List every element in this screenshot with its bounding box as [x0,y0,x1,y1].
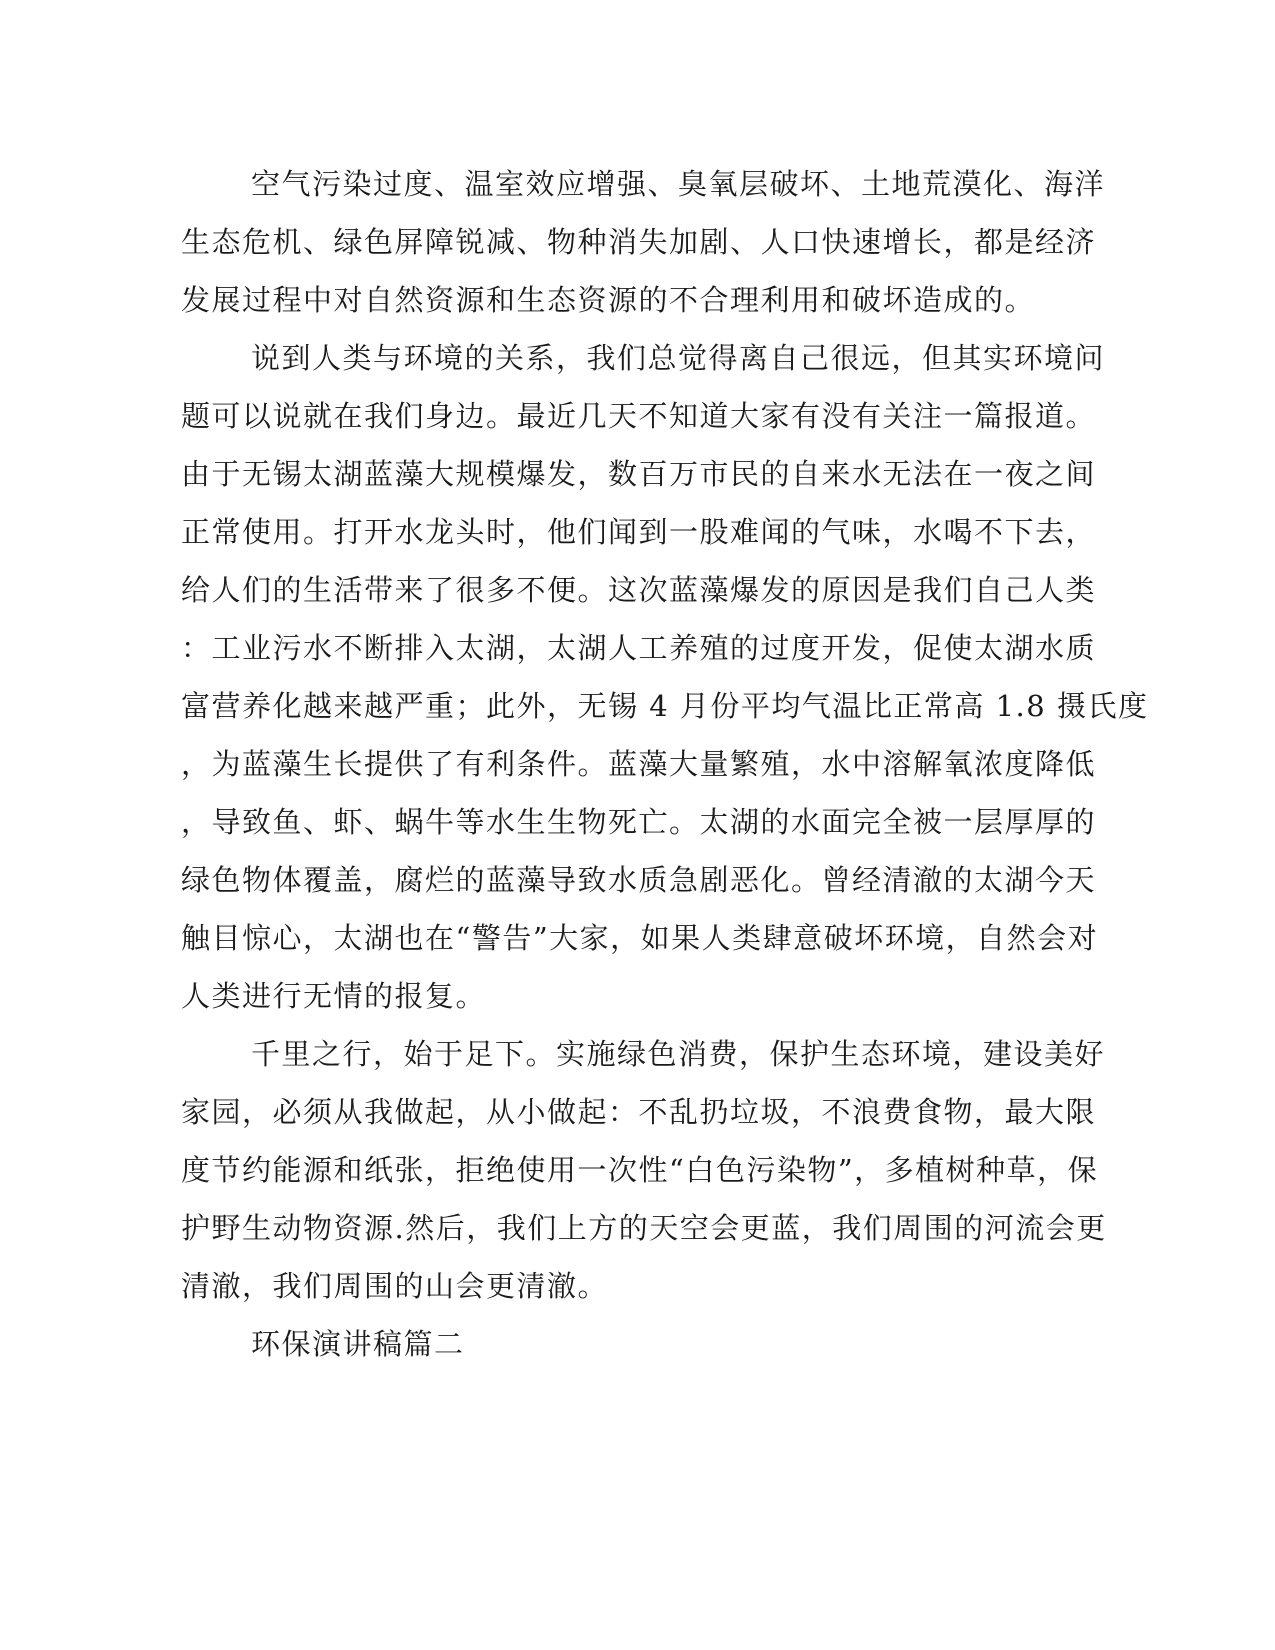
text-line: 人类进行无情的报复。 [181,979,487,1013]
section-heading [181,1315,1031,1373]
text-line: 空气污染过度、温室效应增强、臭氧层破坏、土地荒漠化、海洋 [251,167,1106,201]
heading-text: 环保演讲稿篇二 [251,1327,465,1361]
text-line: 家园，必须从我做起，从小做起：不乱扔垃圾，不浪费食物，最大限 [181,1095,1097,1129]
text-line: 题可以说就在我们身边。最近几天不知道大家有没有关注一篇报道。 [181,399,1097,433]
text-line: ，为蓝藻生长提供了有利条件。蓝藻大量繁殖，水中溶解氧浓度降低 [181,747,1097,781]
text-line: ，导致鱼、虾、蜗牛等水生生物死亡。太湖的水面完全被一层厚厚的 [181,805,1097,839]
text-line: 正常使用。打开水龙头时，他们闻到一股难闻的气味，水喝不下去， [181,515,1097,549]
text-line: 绿色物体覆盖，腐烂的蓝藻导致水质急剧恶化。曾经清澈的太湖今天 [181,863,1097,897]
text-line: 护野生动物资源.然后，我们上方的天空会更蓝，我们周围的河流会更 [181,1211,1107,1245]
text-line: 由于无锡太湖蓝藻大规模爆发，数百万市民的自来水无法在一夜之间 [181,457,1097,491]
text-line: 生态危机、绿色屏障锐减、物种消失加剧、人口快速增长，都是经济 [181,225,1097,259]
paragraph-3 [181,1025,1107,1315]
paragraph-2 [181,329,1149,1025]
paragraph-1 [181,155,1106,329]
text-line: 触目惊心，太湖也在“警告”大家，如果人类肆意破坏环境，自然会对 [181,921,1099,955]
text-line: ：工业污水不断排入太湖，太湖人工养殖的过度开发，促使太湖水质 [181,631,1097,665]
text-line: 发展过程中对自然资源和生态资源的不合理利用和破坏造成的。 [181,283,1036,317]
text-line: 给人们的生活带来了很多不便。这次蓝藻爆发的原因是我们自己人类 [181,573,1097,607]
text-line: 千里之行，始于足下。实施绿色消费，保护生态环境，建设美好 [251,1037,1106,1071]
text-line: 说到人类与环境的关系，我们总觉得离自己很远，但其实环境问 [251,341,1106,375]
text-line: 富营养化越来越严重；此外，无锡 4 月份平均气温比正常高 1.8 摄氏度 [181,689,1149,723]
text-line: 清澈，我们周围的山会更清澈。 [181,1269,609,1303]
text-line: 度节约能源和纸张，拒绝使用一次性“白色污染物”，多植树种草，保 [181,1153,1099,1187]
document-body [181,155,1149,1373]
